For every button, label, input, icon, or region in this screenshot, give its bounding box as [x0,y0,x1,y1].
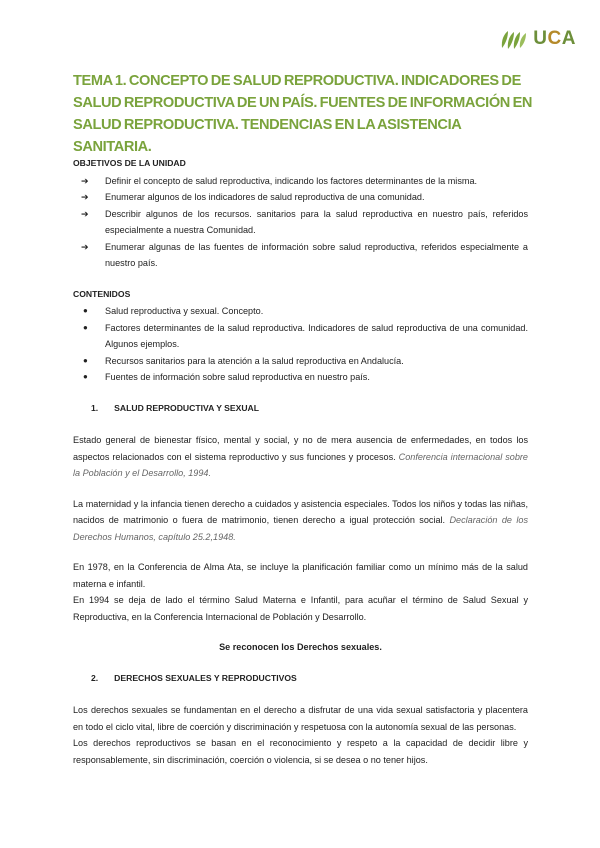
citation: Declaración de los Derechos Humanos, capítulo 25.2,1948. [73,515,528,542]
list-item: ● Factores determinantes de la salud reproductiva. Indicadores de salud reproductiva de una comunidad. Algunos ejemplos. [73,320,528,353]
section-2-heading: 2. DERECHOS SEXUALES Y REPRODUCTIVOS [91,672,297,683]
section-1-paragraph-4: En 1994 se deja de lado el término Salud Materna e Infantil, para acuñar el término de Salud Sexual y Reproductiva, en la Conferencia Internacional de Población y Desarrollo. [73,595,528,622]
list-item: ➔ Enumerar algunos de los indicadores de salud reproductiva de una comunidad. [73,189,528,206]
section-1-highlight: Se reconocen los Derechos sexuales. [219,642,382,652]
document-body [73,155,528,768]
objetivos-heading: OBJETIVOS DE LA UNIDAD [73,158,186,168]
section-2-paragraph-2: Los derechos reproductivos se basan en el reconocimiento y respeto a la capacidad de decidir libre y responsablemente, sin discriminación, coerción o violencia, si se desea o no tener hijos. [73,738,528,765]
uca-leaf-logo-icon [499,28,529,50]
contenidos-list [73,303,528,386]
bullet-icon: ● [83,355,88,365]
section-1-paragraph-1: Estado general de bienestar físico, mental y social, y no de mera ausencia de enfermedades, en todos los aspectos relacionados con el sistema reproductivo y sus funciones y procesos. Conferencia internacional sobre la Población y el Desarrollo, 1994. [73,435,528,478]
arrow-icon: ➔ [81,175,89,186]
section-1-paragraph-2: La maternidad y la infancia tienen derecho a cuidados y asistencia especiales. Todos los niños y todas las niñas, nacidos de matrimonio o fuera de matrimonio, tienen derecho a igual protección social. Declaración de los Derechos Humanos, capítulo 25.2,1948. [73,498,528,542]
section-2-paragraph-1: Los derechos sexuales se fundamentan en el derecho a disfrutar de una vida sexual satisfactoria y placentera en todo el ciclo vital, libre de coerción y discriminación y respetuosa con la autonomía sexual de las personas. [73,705,528,732]
list-item: ● Fuentes de información sobre salud reproductiva en nuestro país. [73,369,528,386]
logo-text: UCA [533,28,576,49]
citation: Conferencia internacional sobre la Población y el Desarrollo, 1994. [73,451,528,478]
objetivos-list [73,173,528,272]
bullet-icon: ● [83,306,88,315]
list-item: ➔ Describir algunos de los recursos. sanitarios para la salud reproductiva en nuestro país, referidos especialmente a nuestra Comunidad. [73,206,528,239]
list-item: ● Recursos sanitarios para la atención a la salud reproductiva en Andalucía. [73,353,528,370]
section-1-paragraph-3: En 1978, en la Conferencia de Alma Ata, se incluye la planificación familiar como un mínimo más de la salud materna e infantil. [73,562,528,589]
list-item: ➔ Definir el concepto de salud reproductiva, indicando los factores determinantes de la misma. [73,173,528,190]
list-item: ➔ Enumerar algunas de las fuentes de información sobre salud reproductiva, referidos especialmente a nuestro país. [73,239,528,272]
arrow-icon: ➔ [81,208,89,219]
section-1-heading: 1. SALUD REPRODUCTIVA Y SEXUAL [91,402,260,413]
list-item: ● Salud reproductiva y sexual. Concepto. [73,303,528,320]
arrow-icon: ➔ [81,192,89,202]
bullet-icon: ● [83,322,88,332]
arrow-icon: ➔ [81,241,89,252]
uca-logo [499,28,576,50]
bullet-icon: ● [83,372,88,381]
contenidos-heading: CONTENIDOS [73,288,131,299]
document-title: TEMA 1. CONCEPTO DE SALUD REPRODUCTIVA. INDICADORES DE SALUD REPRODUCTIVA DE UN PAÍS. FUENTES DE INFORMACIÓN EN SALUD REPRODUCTIVA. TENDENCIAS EN LA ASISTENCIA SANITARIA. [73,73,533,155]
